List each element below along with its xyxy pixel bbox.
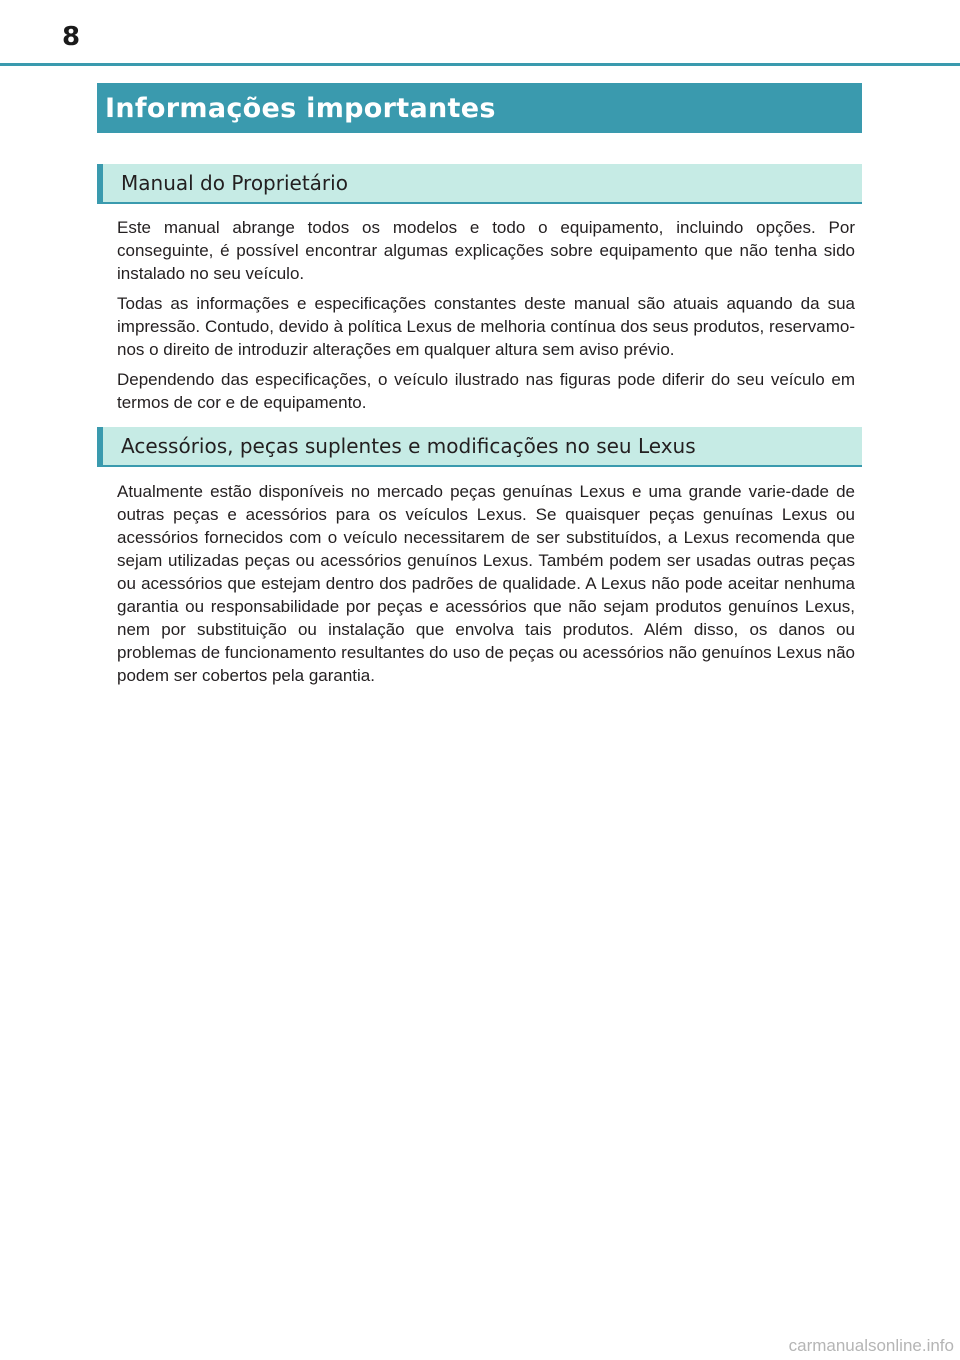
page-title: Informações importantes — [105, 92, 496, 124]
section-body-owners-manual — [117, 216, 855, 421]
page-number: 8 — [62, 22, 81, 52]
section-heading-accessories — [97, 427, 862, 467]
section-heading-text: Manual do Proprietário — [121, 171, 348, 195]
paragraph: Atualmente estão disponíveis no mercado peças genuínas Lexus e uma grande varie-dade de outras peças e acessórios para os veículos Lexus. Se quaisquer peças genuínas Lexus ou acessórios fornecidos com o veículo necessitarem de ser substituídos, a Lexus recomenda que sejam utilizadas peças ou acessórios genuínos Lexus. Também podem ser usadas outras peças ou acessórios que estejam dentro dos padrões de qualidade. A Lexus não pode aceitar nenhuma garantia ou responsabilidade por peças e acessórios que não sejam produtos genuínos Lexus, nem por substituição ou instalação que envolva tais produtos. Além disso, os danos ou problemas de funcionamento resultantes do uso de peças ou acessórios não genuínos Lexus não podem ser cobertos pela garantia. — [117, 482, 855, 685]
paragraph: Dependendo das especificações, o veículo ilustrado nas figuras pode diferir do seu veículo em termos de cor e de equipamento. — [117, 370, 855, 412]
section-body-accessories — [117, 480, 855, 694]
paragraph: Todas as informações e especificações constantes deste manual são atuais aquando da sua impressão. Contudo, devido à política Lexus de melhoria contínua dos seus produtos, reservamo-nos o direito de introduzir alterações em qualquer altura sem aviso prévio. — [117, 294, 855, 359]
watermark: carmanualsonline.info — [788, 1336, 954, 1355]
section-heading-owners-manual — [97, 164, 862, 204]
page-title-bar — [97, 83, 862, 133]
header-rule — [0, 63, 960, 66]
section-heading-text: Acessórios, peças suplentes e modificações no seu Lexus — [121, 434, 696, 458]
paragraph: Este manual abrange todos os modelos e todo o equipamento, incluindo opções. Por conseguinte, é possível encontrar algumas explicações sobre equipamento que não tenha sido instalado no seu veículo. — [117, 218, 855, 283]
